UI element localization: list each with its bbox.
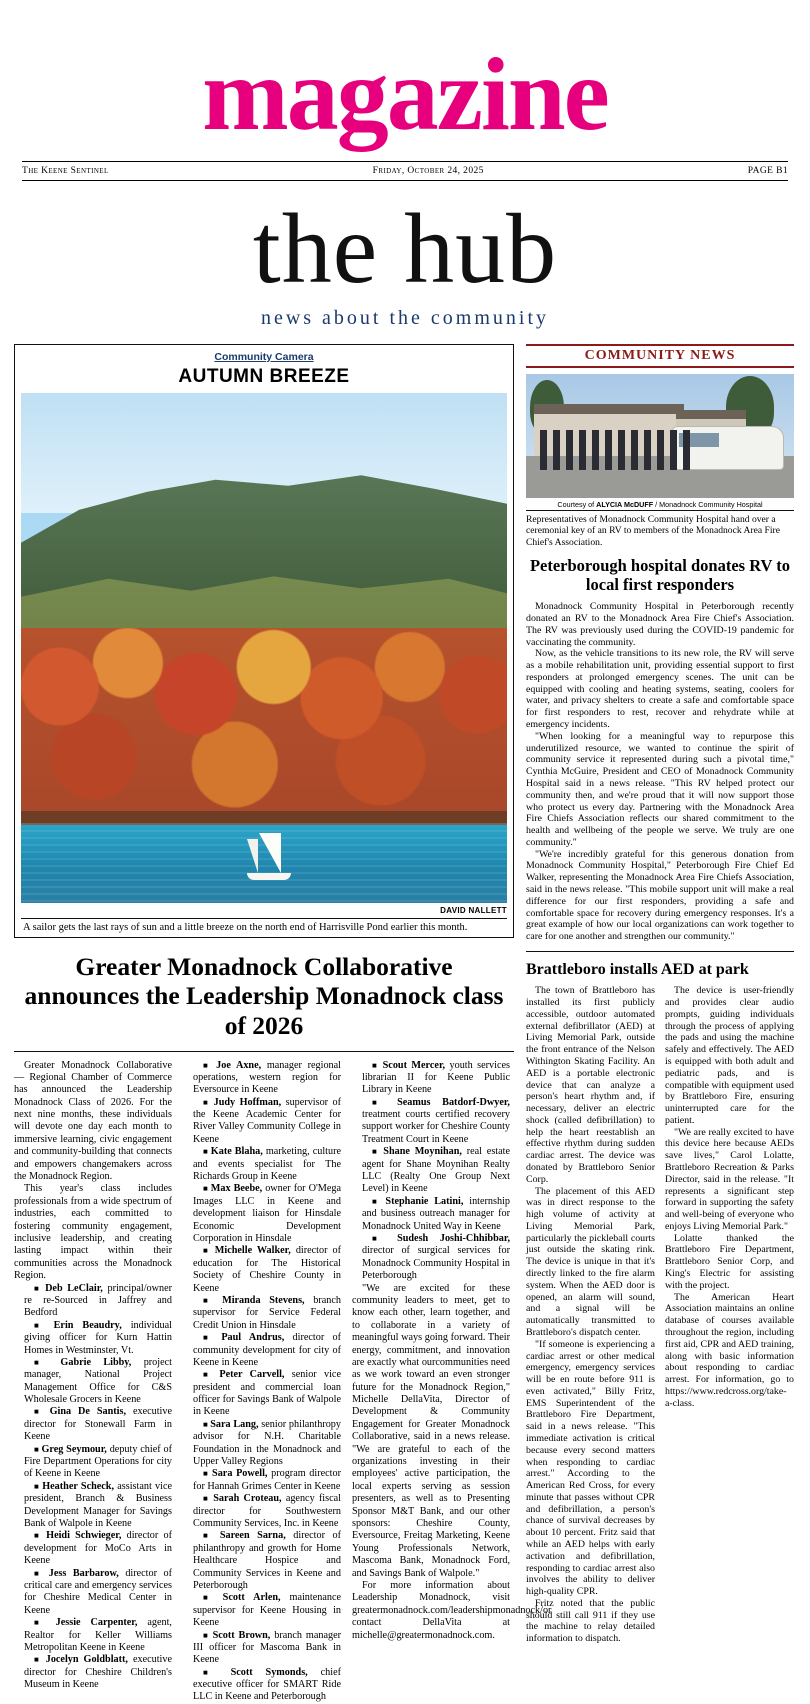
lead-col-1-bullets <box>14 1283 172 1692</box>
member-role: maintenance supervisor for Keene Housing in Keene <box>193 1592 341 1629</box>
credit-suffix: / Monadnock Community Hospital <box>653 499 763 509</box>
story-headline-aed: Brattleboro installs AED at park <box>526 960 749 978</box>
paragraph: The American Heart Association maintains an online database of courses available throughout the region, including first aid, CPR and AED training, along with basic information about responding to cardiac arrest. For information, go to https://www.redcross.org/take-a-class. <box>665 1291 794 1409</box>
square-bullet-icon: ■ <box>34 1444 42 1454</box>
right-column <box>526 344 794 1704</box>
class-member-entry <box>183 1419 341 1469</box>
member-name: Sareen Sarna, <box>219 1530 286 1542</box>
masthead-page-number: PAGE B1 <box>747 165 788 176</box>
square-bullet-icon: ■ <box>372 1234 398 1243</box>
square-bullet-icon: ■ <box>203 1531 220 1541</box>
class-member-entry <box>183 1060 341 1097</box>
left-column <box>14 344 552 1704</box>
rv-photo-caption: Representatives of Monadnock Community Hospital hand over a ceremonial key of an RV to members of the Monadnock Area Fire Chief's Association. <box>526 513 781 548</box>
square-bullet-icon: ■ <box>203 1469 213 1479</box>
paragraph: Fritz noted that the public should still call 911 if they use the machine to relay detailed information to dispatch. <box>526 1597 655 1645</box>
class-member-entry <box>183 1295 341 1332</box>
class-member-entry <box>14 1530 172 1567</box>
member-role: senior philanthropy advisor for N.H. Charitable Foundation in the Monadnock and Upper Valley Regions <box>193 1418 341 1468</box>
class-member-entry <box>352 1097 510 1147</box>
photo-credit: DAVID NALLETT <box>440 905 507 915</box>
paragraph: Now, as the vehicle transitions to its new role, the RV will serve as a mobile rehabilitation unit, providing essential support to first responders at prolonged emergency scenes. The unit can be equipped with cooling and heating systems, seating, coolers for water, and privacy shelters to create a safe and comfortable space for first responders to rest, recover and rehydrate while at emergency incidents. <box>526 648 794 731</box>
member-name: Greg Seymour, <box>41 1443 107 1455</box>
lead-col-2 <box>183 1060 341 1704</box>
member-role: branch manager III officer for Mascoma Bank in Keene <box>193 1629 341 1666</box>
member-name: Peter Carvell, <box>219 1369 285 1381</box>
credit-prefix: Courtesy of <box>557 499 597 509</box>
member-name: Scott Brown, <box>212 1629 271 1641</box>
community-news-banner: COMMUNITY NEWS <box>526 344 794 368</box>
lead-headline-divider <box>14 1051 514 1052</box>
class-member-entry <box>183 1146 341 1183</box>
square-bullet-icon: ■ <box>203 1593 223 1603</box>
group-of-people <box>540 430 690 470</box>
class-member-entry <box>183 1097 341 1147</box>
member-name: Jocelyn Goldblatt, <box>45 1654 128 1666</box>
member-name: Judy Hoffman, <box>213 1096 282 1108</box>
class-member-entry <box>14 1320 172 1357</box>
member-name: Scott Symonds, <box>230 1666 308 1678</box>
class-member-entry <box>183 1369 341 1419</box>
square-bullet-icon: ■ <box>34 1320 54 1330</box>
lead-col-3-bullets <box>352 1060 510 1283</box>
member-role: owner for O'Mega Images LLC in Keene and development liaison for Hinsdale Economic Development Corporation in Hinsdale <box>193 1183 341 1244</box>
square-bullet-icon: ■ <box>34 1357 61 1367</box>
member-role: project manager, National Project Management Office for C&S Wholesale Grocers in Keene <box>24 1356 172 1406</box>
paragraph: "We are excited for these community leaders to meet, get to know each other, learn together, and to collaborate in a variety of meaningful ways going forward. Their energy, commitment, and innovation are exactly what ourcommunities need as we work toward an even stronger future for the Monadnock Region," Michelle DellaVita, Director of Development & Community Engagement for Greater Monadnock Collaborative, said in a news release. "We are grateful to each of the organizations investing in their employees' active participation, the local experts serving as session presenters, as well as to Presenting Sponsor M&T Bank, and our other sponsors: Cheshire County, Eversource, Freitag Marketing, Keene Young Professionals Network, Mascoma Bank, Monadnock Ford, and Savings Bank of Walpole." <box>352 1282 510 1579</box>
member-name: Scott Arlen, <box>222 1592 281 1604</box>
square-bullet-icon: ■ <box>203 1147 211 1157</box>
member-role: assistant vice president, Branch & Business Development Manager for Savings Bank of Walpole in Keene <box>24 1480 172 1529</box>
class-member-entry <box>14 1568 172 1618</box>
square-bullet-icon: ■ <box>34 1481 43 1491</box>
autumn-breeze-photo <box>21 393 507 903</box>
paragraph: "When looking for a meaningful way to repurpose this underutilized resource, we wanted to continue the spirit of community service it represented during such a pivotal time," Cynthia McGuire, President and CEO of Monadnock Community Hospital said in a news release. "This RV helped protect our community then, and we're proud that it will now support those who protect us every day. Partnering with the Monadnock Area Fire Chiefs Association reflects our shared commitment to the health and wellbeing of the people we serve. We truly are one community." <box>526 730 794 848</box>
aed-col-1 <box>526 985 655 1645</box>
member-role: director of education for The Historical Society of Cheshire County in Keene <box>193 1245 341 1294</box>
square-bullet-icon: ■ <box>203 1667 231 1677</box>
class-member-entry <box>14 1617 172 1654</box>
class-member-entry <box>352 1060 510 1097</box>
square-bullet-icon: ■ <box>372 1097 398 1107</box>
member-name: Gabrie Libby, <box>60 1356 132 1368</box>
class-member-entry <box>183 1468 341 1493</box>
paragraph: "We are really excited to have this device here because AEDs save lives," Carol Lolatte, Brattleboro Recreation & Parks Director, said in the release. "It represents a significant step forward in supporting the safety and well-being of everyone who enjoys Living Memorial Park." <box>665 1126 794 1232</box>
community-camera-block <box>14 344 514 938</box>
member-name: Stephanie Latini, <box>385 1195 464 1207</box>
member-name: Joe Axne, <box>216 1059 262 1071</box>
masthead-rule-bottom <box>22 180 788 181</box>
sail-jib <box>247 839 258 873</box>
class-member-entry <box>352 1196 510 1233</box>
masthead-wordmark: magazine <box>202 37 608 152</box>
member-role: program director for Hannah Grimes Center in Keene <box>193 1468 341 1492</box>
member-name: Max Beebe, <box>210 1183 263 1195</box>
member-role: supervisor of the Keene Academic Center for River Valley Community College in Keene <box>193 1096 341 1145</box>
paragraph: "If someone is experiencing a cardiac arrest or other medical emergency, emergency services will be en route before 911 is even activated," Billy Fritz, EMS Superintendent of the Brattleboro Fire Department, said in a news release. "This immediate activation is critical because every second matters when responding to cardiac arrest." According to the American Red Cross, for every minute that passes without CPR and defibrillation, a person's chance of survival decreases by about 10 percent. Fritz said that while an AED helps with early activation and defibrillation, responding to cardiac arrest also involves the ability to deliver high-quality CPR. <box>526 1338 655 1598</box>
paragraph: The town of Brattleboro has installed its first publicly accessible, outdoor automated external defibrillator (AED) at Living Memorial Park, outside the front entrance of the Nelson Withington Skating Facility. An AED is a portable electronic device that can analyze a person's heart rhythm and, if necessary, deliver an electric shock (called defibrillation) to help the heart reestablish an effective rhythm during sudden cardiac arrest. The device was donated by Brattleboro Senior Corp. <box>526 985 655 1185</box>
class-member-entry <box>183 1183 341 1245</box>
square-bullet-icon: ■ <box>34 1531 47 1541</box>
lead-col-1 <box>14 1060 172 1704</box>
square-bullet-icon: ■ <box>34 1283 46 1293</box>
class-member-entry <box>183 1332 341 1369</box>
member-role: executive director for Cheshire Children's Museum in Keene <box>24 1654 172 1691</box>
class-member-entry <box>14 1481 172 1531</box>
page-title: the hub <box>252 192 558 304</box>
square-bullet-icon: ■ <box>203 1184 211 1194</box>
paragraph: Monadnock Community Hospital in Peterborough recently donated an RV to the Monadnock Area Fire Chief's Association. The RV was previously used during the COVID-19 pandemic for vaccinating the community. <box>526 601 794 648</box>
class-member-entry <box>14 1357 172 1407</box>
paragraph: "We're incredibly grateful for this generous donation from Monadnock Community Hospital," Peterborough Fire Chief Ed Walker, representing the Monadnock Area Fire Chiefs Association, said in the news release. "This mobile support unit will make a real difference for our first responders, providing a safe and comfortable space for recovery during emergency responses. It's a great example of how our local organizations can work together to care for one another and strengthen our community." <box>526 848 794 943</box>
square-bullet-icon: ■ <box>34 1618 56 1628</box>
square-bullet-icon: ■ <box>203 1246 215 1256</box>
member-role: principal/owner re re-Sourced in Jaffrey and Bedford <box>24 1282 172 1319</box>
square-bullet-icon: ■ <box>34 1655 46 1665</box>
paragraph: The placement of this AED was in direct response to the high volume of activity at Living Memorial Park, particularly the pickleball courts just outside the skating rink. The device is unique in that it's directly linked to the fire alarm system. When the AED door is opened, an alarm will sound, and a signal will be automatically transmitted to Brattleboro's dispatch center. <box>526 1185 655 1338</box>
square-bullet-icon: ■ <box>203 1419 211 1429</box>
member-role: deputy chief of Fire Department Operations for city of Keene in Keene <box>24 1443 172 1480</box>
square-bullet-icon: ■ <box>372 1147 384 1157</box>
member-role: director of philanthropy and growth for Home Healthcare Hospice and Community Services in Keene and Peterborough <box>193 1530 341 1591</box>
photo-foliage <box>21 628 507 823</box>
member-role: individual giving officer for Kurn Hattin Homes in Westminster, Vt. <box>24 1319 173 1356</box>
class-member-entry <box>183 1245 341 1295</box>
member-name: Sudesh Joshi-Chhibbar, <box>397 1233 510 1244</box>
member-name: Heidi Schwieger, <box>46 1530 122 1542</box>
class-member-entry <box>352 1146 510 1196</box>
member-name: Deb LeClair, <box>45 1282 103 1294</box>
member-name: Erin Beaudry, <box>53 1319 122 1331</box>
rv-photo-credit <box>526 498 794 510</box>
square-bullet-icon: ■ <box>203 1060 217 1070</box>
member-role: director of development for MoCo Arts in Keene <box>24 1530 172 1567</box>
member-name: Paul Andrus, <box>221 1332 285 1344</box>
square-bullet-icon: ■ <box>203 1630 213 1640</box>
boat-hull <box>247 873 291 880</box>
member-name: Sara Powell, <box>212 1468 268 1480</box>
member-role: branch supervisor for Service Federal Credit Union in Hinsdale <box>193 1294 341 1331</box>
square-bullet-icon: ■ <box>34 1407 50 1417</box>
community-camera-headline: AUTUMN BREEZE <box>178 365 350 387</box>
story-aed-columns <box>526 985 794 1645</box>
member-role: youth services librarian II for Keene Public Library in Keene <box>362 1059 510 1096</box>
lead-headline: Greater Monadnock Collaborative announces the Leadership Monadnock class of 2026 <box>24 951 504 1040</box>
page-subtitle: news about the community <box>260 306 550 329</box>
class-member-entry <box>352 1233 510 1283</box>
member-name: Scout Mercer, <box>382 1059 446 1071</box>
member-role: internship and business outreach manager for Monadnock United Way in Keene <box>362 1195 510 1232</box>
member-role: chief executive officer for SMART Ride LLC in Keene and Peterborough <box>193 1666 341 1703</box>
lead-col-3 <box>352 1059 552 1704</box>
sailboat <box>245 833 301 883</box>
aed-col-2 <box>665 985 794 1645</box>
story-divider <box>526 951 794 952</box>
class-member-entry <box>183 1667 341 1704</box>
member-role: real estate agent for Shane Moynihan Realty LLC (Realty One Group Next Level) in Keene <box>362 1146 510 1195</box>
community-camera-kicker[interactable]: Community Camera <box>214 350 314 363</box>
paragraph: For more information about Leadership Monadnock, visit greatermonadnock.com/leadershipmonadnock/or contact DellaVita at michelle@greatermonadnock.com. <box>352 1579 552 1641</box>
square-bullet-icon: ■ <box>372 1060 383 1070</box>
member-name: Jessie Carpenter, <box>55 1617 138 1629</box>
member-role: senior vice president and commercial loan officer for Savings Bank of Walpole in Keene <box>193 1369 341 1418</box>
class-member-entry <box>183 1530 341 1592</box>
member-name: Michelle Walker, <box>214 1245 291 1257</box>
paragraph: This year's class includes professionals from a wide spectrum of industries, each committed to fostering community engagement, inclusive leadership, and creating lasting impact within their communities across the Monadnock Region. <box>14 1183 172 1282</box>
member-name: Heather Scheck, <box>42 1480 115 1492</box>
class-member-entry <box>14 1283 172 1320</box>
member-name: Gina De Santis, <box>49 1406 127 1418</box>
member-role: director of community development for city of Keene in Keene <box>193 1332 342 1368</box>
member-name: Shane Moynihan, <box>383 1146 462 1158</box>
member-name: Seamus Batdorf-Dwyer, <box>397 1096 510 1108</box>
story-body-rv <box>526 601 794 943</box>
lead-col-2-bullets <box>183 1060 341 1704</box>
class-member-entry <box>14 1654 172 1691</box>
credit-name: ALYCIA McDUFF <box>596 499 654 509</box>
member-name: Sara Lang, <box>210 1418 259 1430</box>
member-name: Kate Blaha, <box>210 1146 263 1158</box>
paragraph: Lolatte thanked the Brattleboro Fire Department, Brattleboro Senior Corp, and King's Electric for assisting with the project. <box>665 1232 794 1291</box>
rv-donation-photo <box>526 374 794 498</box>
masthead-meta <box>14 162 796 176</box>
square-bullet-icon: ■ <box>372 1196 386 1206</box>
member-name: Miranda Stevens, <box>222 1294 305 1306</box>
class-member-entry <box>183 1493 341 1530</box>
sail-main <box>259 833 281 873</box>
class-member-entry <box>183 1630 341 1667</box>
class-member-entry <box>14 1406 172 1443</box>
member-role: director of critical care and emergency services for Cheshire Medical Center in Keene <box>24 1567 172 1616</box>
lead-story-columns <box>14 1059 552 1704</box>
member-role: director of surgical services for Monadnock Community Hospital in Peterborough <box>362 1245 510 1282</box>
masthead-publication: The Keene Sentinel <box>22 165 109 176</box>
class-member-entry <box>14 1444 172 1481</box>
member-role: manager regional operations, western region for Eversource in Keene <box>193 1059 341 1096</box>
member-role: treatment courts certified recovery support worker for Cheshire County Treatment Court in Keene <box>362 1109 510 1145</box>
square-bullet-icon: ■ <box>203 1494 214 1504</box>
paragraph: The device is user-friendly and provides clear audio prompts, guiding individuals through the process of applying the pads and using the machine safely and effectively. The AED is equipped with both adult and pediatric pads, and is compatible with equipment used by Brattleboro Fire, ensuring uninterrupted care for the patient. <box>665 985 794 1126</box>
square-bullet-icon: ■ <box>203 1370 220 1380</box>
story-headline-rv: Peterborough hospital donates RV to local first responders <box>529 556 791 595</box>
square-bullet-icon: ■ <box>203 1097 214 1107</box>
member-name: Sarah Croteau, <box>213 1493 282 1505</box>
masthead-date: Friday, October 24, 2025 <box>372 165 484 176</box>
member-role: agency fiscal director for Southwestern Community Services, Inc. in Keene <box>193 1493 341 1529</box>
member-role: marketing, culture and events specialist for The Richards Group in Keene <box>193 1146 341 1183</box>
square-bullet-icon: ■ <box>203 1333 222 1343</box>
newspaper-page <box>0 37 810 1703</box>
content-area <box>14 344 796 1704</box>
square-bullet-icon: ■ <box>203 1295 223 1305</box>
member-role: agent, Realtor for Keller Williams Metropolitan Keene in Keene <box>24 1617 172 1653</box>
member-role: executive director for Stonewall Farm in Keene <box>24 1406 172 1443</box>
photo-caption: A sailor gets the last rays of sun and a little breeze on the north end of Harrisville Pond earlier this month. <box>23 921 468 933</box>
square-bullet-icon: ■ <box>34 1568 49 1578</box>
member-name: Jess Barbarow, <box>48 1567 119 1579</box>
paragraph: Greater Monadnock Collaborative — Regional Chamber of Commerce has announced the Leadership Monadnock Class of 2026. For the next nine months, these individuals will devote one day each month to immersive learning, civic engagement and community-building that connects and empowers changemakers across the Monadnock Region. <box>14 1059 172 1183</box>
class-member-entry <box>183 1592 341 1629</box>
